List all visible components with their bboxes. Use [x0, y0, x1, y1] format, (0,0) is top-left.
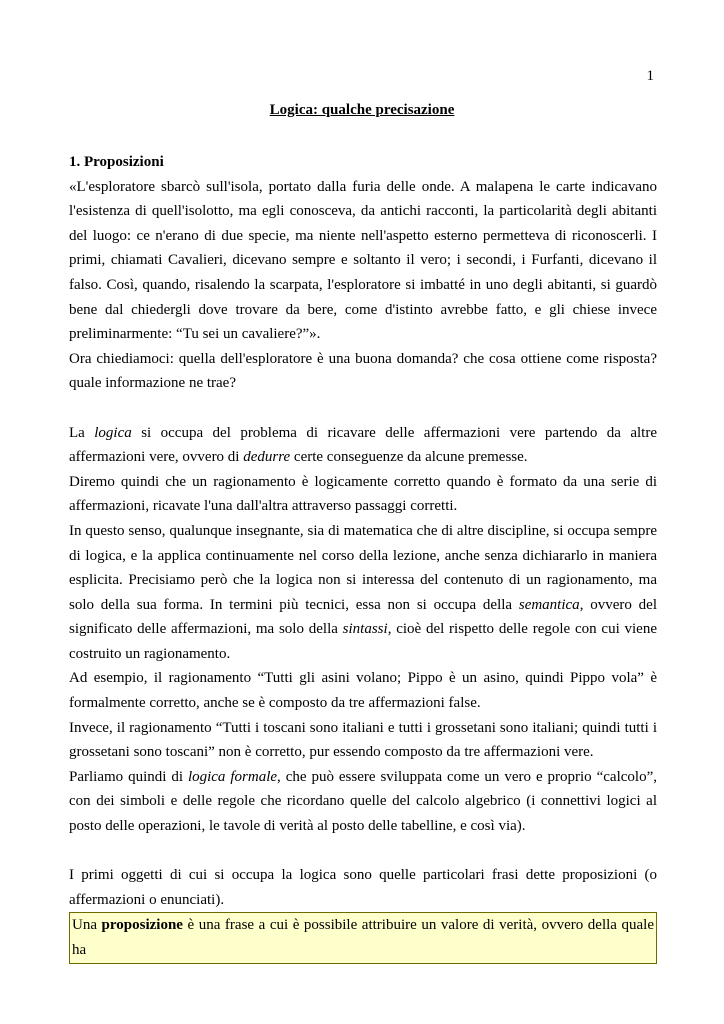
- text-run: In questo senso, qualunque insegnante, sia di matematica che di altre discipline, si occupa sempre di logica, e la applica continuamente nel corso della lezione, anche senza dichiararlo in maniera esplicita. Precisiamo però che la logica non si interessa del contenuto di un ragionamento, ma solo della sua forma. In termini più tecnici, essa non si occupa della: [69, 522, 657, 613]
- document-title: Logica: qualche precisazione: [269, 102, 455, 118]
- text-run: Parliamo quindi di: [69, 768, 188, 785]
- italic-term-sintassi: sintassi: [342, 621, 388, 638]
- italic-term-dedurre: dedurre: [243, 449, 291, 466]
- italic-term-logica: logica: [94, 424, 132, 441]
- bold-term-proposizione: proposizione: [101, 917, 183, 934]
- quote-paragraph: «L'esploratore sbarcò sull'isola, portato dalla furia delle onde. A malapena le carte indicavano l'esistenza di quell'isolotto, ma egli conosceva, da antichi racconti, la particolarità degli abitanti del luogo: ce n'erano di due specie, ma niente nell'aspetto esterno permetteva di riconoscerli. I primi, chiamati Cavalieri, dicevano sempre e soltanto il vero; i secondi, i Furfanti, dicevano il falso. Così, quando, risalendo la scarpata, l'esploratore si imbatté in uno degli abitanti, si guardò bene dal chiedergli dove trovare da bere, come d'istinto avrebbe fatto, e gli chiese invece preliminarmente: “Tu sei un cavaliere?”».: [69, 178, 657, 343]
- formal-logic-paragraph: [69, 765, 657, 839]
- text-run: , ovvero del significato delle affermazioni, ma solo della: [69, 596, 658, 638]
- document-body: [69, 150, 657, 964]
- paragraph-gap: [69, 839, 657, 864]
- italic-term-logica-formale: logica formale: [187, 768, 278, 785]
- page-number: 1: [646, 68, 654, 84]
- text-run: si occupa del problema di ricavare delle affermazioni vere partendo da altre affermazioni vere, ovvero di: [69, 424, 657, 466]
- text-run: , cioè del rispetto delle regole con cui viene costruito un ragionamento.: [69, 621, 657, 662]
- italic-term-semantica: semantica: [518, 596, 580, 613]
- text-run: La: [69, 424, 95, 441]
- text-run: Una: [72, 917, 102, 934]
- example-asini-paragraph: Ad esempio, il ragionamento “Tutti gli asini volano; Pippo è un asino, quindi Pippo vola” è formalmente corretto, anche se è composto da tre affermazioni false.: [69, 670, 657, 712]
- senso-paragraph: [69, 519, 657, 667]
- section-heading: 1. Proposizioni: [69, 154, 164, 170]
- example-toscani-paragraph: Invece, il ragionamento “Tutti i toscani sono italiani e tutti i grossetani sono italiani; quindi tutti i grossetani sono toscani” non è corretto, pur essendo composto da tre affermazioni vere.: [69, 719, 657, 761]
- question-paragraph: Ora chiediamoci: quella dell'esploratore è una buona domanda? che cosa ottiene come risposta? quale informazione ne trae?: [69, 350, 657, 392]
- text-run: è una frase a cui è possibile attribuire un valore di verità, ovvero della quale ha: [72, 917, 654, 958]
- text-run: , che può essere sviluppata come un vero e proprio “calcolo”, con dei simboli e delle regole che ricordano quelle del calcolo algebrico (i connettivi logici al posto delle operazioni, le tavole di verità al posto delle tabelline, e così via).: [69, 768, 657, 835]
- definition-box: [69, 912, 657, 963]
- text-run: certe conseguenze da alcune premesse.: [290, 449, 528, 466]
- objects-paragraph: I primi oggetti di cui si occupa la logica sono quelle particolari frasi dette proposizioni (o affermazioni o enunciati).: [69, 867, 657, 908]
- diremo-paragraph: Diremo quindi che un ragionamento è logicamente corretto quando è formato da una serie di affermazioni, ricavate l'una dall'altra attraverso passaggi corretti.: [69, 473, 657, 515]
- paragraph-gap: [69, 396, 657, 421]
- logic-definition-paragraph: [69, 421, 657, 470]
